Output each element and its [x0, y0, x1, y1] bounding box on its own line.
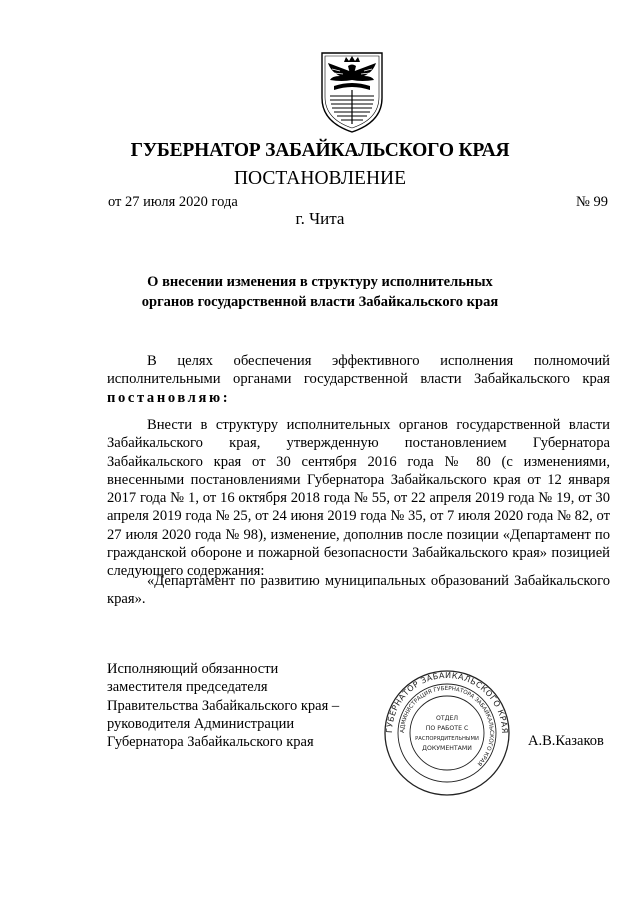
- main-paragraph: Внести в структуру исполнительных органов государственной власти Забайкальского края, утвержденную постановлением Губернатора Забайкальского края от 30 сентября 2016 года № 80 (с изменениями, внесенными постановлениями Губернатора Забайкальского края от 12 января 2017 года № 1, от 16 октября 2018 года № 55, от 22 апреля 2019 года № 19, от 30 апреля 2019 года № 25, от 24 июня 2019 года № 35, от 7 июля 2020 года № 82, от 27 июля 2020 года № 98), изменение, дополнив после позиции «Департамент по гражданской обороне и пожарной безопасности Забайкальского края» позицией следующего содержания:: [107, 417, 610, 580]
- signatory-line: Правительства Забайкальского края –: [107, 697, 340, 714]
- stamp-center-line: ОТДЕЛ: [435, 715, 459, 722]
- stamp-inner-text: АДМИНИСТРАЦИЯ ГУБЕРНАТОРА ЗАБАЙКАЛЬСКОГО КРАЯ: [399, 685, 495, 767]
- signer-name: А.В.Казаков: [528, 733, 604, 749]
- stamp-center-line: ПО РАБОТЕ С: [425, 725, 469, 732]
- document-date: от 27 июля 2020 года: [108, 194, 238, 210]
- decree-word: постановляю:: [107, 389, 231, 406]
- issuer-title: ГУБЕРНАТОР ЗАБАЙКАЛЬСКОГО КРАЯ: [130, 140, 510, 161]
- signatory-line: Губернатора Забайкальского края: [107, 734, 314, 751]
- new-position-paragraph: «Департамент по развитию муниципальных образований Забайкальского края».: [107, 573, 610, 608]
- stamp-center-line: РАСПОРЯДИТЕЛЬНЫМИ: [415, 736, 479, 742]
- preamble-paragraph: [107, 352, 610, 407]
- signatory-line: Исполняющий обязанности: [107, 661, 279, 677]
- document-subject: [0, 272, 640, 312]
- document-type: ПОСТАНОВЛЕНИЕ: [233, 168, 407, 189]
- subject-line: О внесении изменения в структуру исполнительных: [147, 274, 493, 290]
- official-stamp: [383, 670, 511, 796]
- preamble-text: В целях обеспечения эффективного исполнения полномочий исполнительными органами государственной власти Забайкальского края: [107, 353, 610, 388]
- stamp-outer-text: ГУБЕРНАТОР ЗАБАЙКАЛЬСКОГО КРАЯ: [384, 670, 510, 734]
- stamp-center-line: ДОКУМЕНТАМИ: [422, 745, 472, 752]
- subject-line: органов государственной власти Забайкальского края: [141, 294, 499, 310]
- signatory-line: заместителя председателя: [107, 679, 268, 696]
- signatory-title: [107, 660, 339, 751]
- coat-of-arms-icon: [318, 50, 386, 134]
- document-city: г. Чита: [295, 209, 345, 228]
- signatory-line: руководителя Администрации: [107, 715, 295, 732]
- document-number: № 99: [576, 194, 608, 210]
